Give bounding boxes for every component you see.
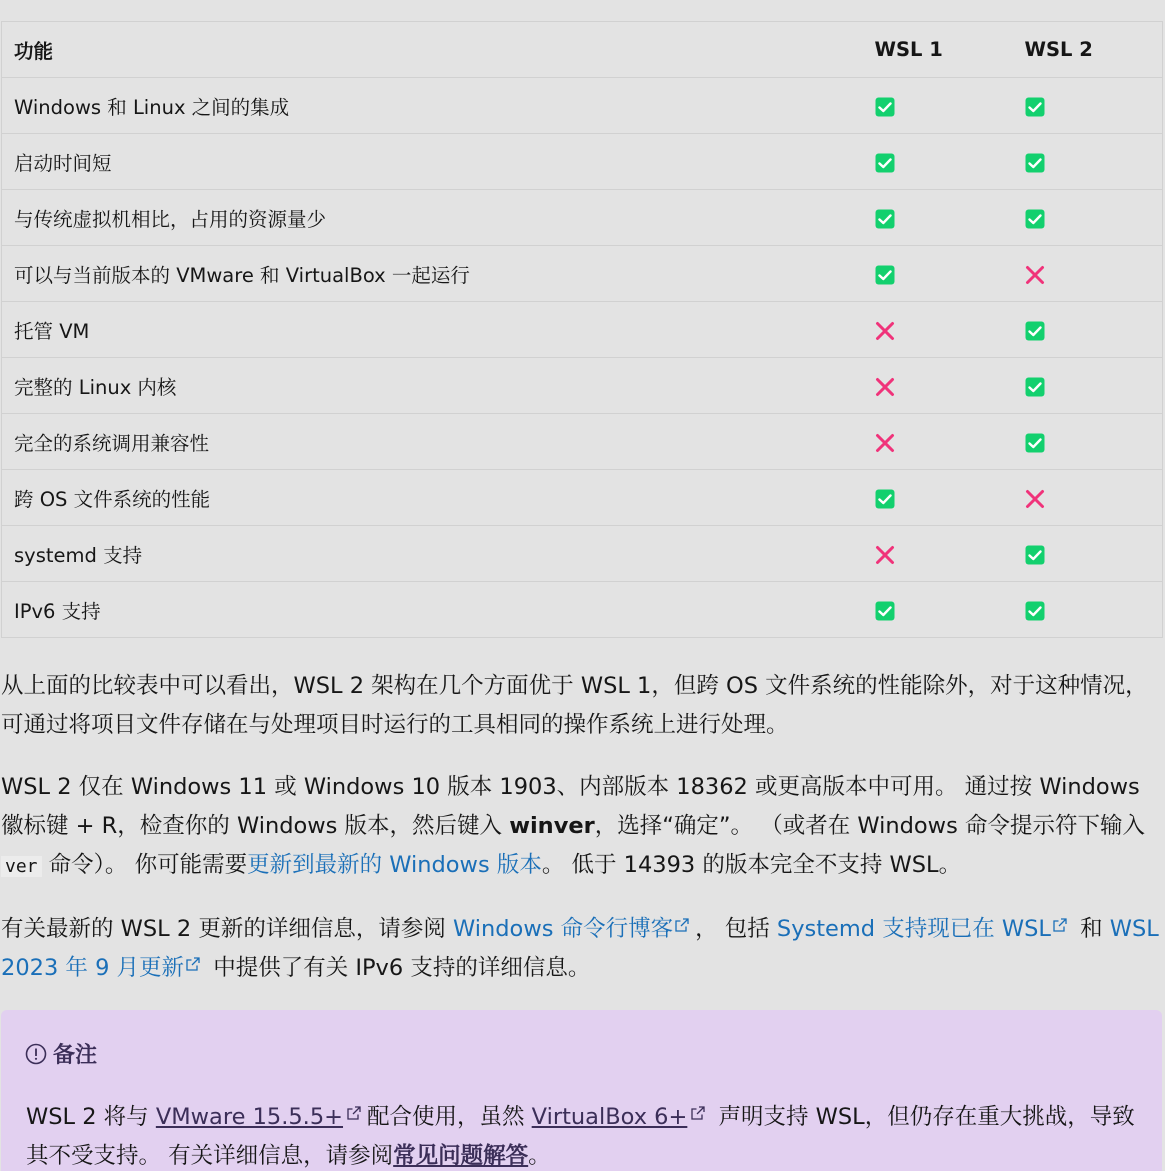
wsl2-support-cell [990,246,1163,302]
feature-cell: 启动时间短 [2,134,840,190]
check-mark-icon [875,265,895,285]
check-mark-icon [1025,545,1045,565]
feature-cell: IPv6 支持 [2,582,840,638]
virtualbox-link[interactable]: VirtualBox 6+ [531,1104,688,1130]
version-text-3: 命令）。 你可能需要 [41,852,248,878]
cross-mark-icon [1025,489,1045,509]
external-link-icon [1053,918,1067,932]
table-row [2,414,1163,470]
external-link-icon [186,957,200,971]
updates-info-paragraph [1,910,1163,988]
note-text-2: 配合使用，虽然 [367,1104,532,1130]
table-row [2,302,1163,358]
table-row [2,134,1163,190]
cross-mark-icon [1025,265,1045,285]
note-title: 备注 [53,1043,98,1068]
cross-mark-icon [875,377,895,397]
updates-text-4: 中提供了有关 IPv6 支持的详细信息。 [206,955,591,981]
check-mark-icon [1025,153,1045,173]
external-link-icon [347,1106,361,1120]
header-feature: 功能 [2,22,840,78]
wsl1-support-cell [840,414,990,470]
feature-cell: 与传统虚拟机相比，占用的资源量少 [2,190,840,246]
feature-cell: 跨 OS 文件系统的性能 [2,470,840,526]
external-link-icon [675,918,689,932]
table-row [2,526,1163,582]
feature-cell: 可以与当前版本的 VMware 和 VirtualBox 一起运行 [2,246,840,302]
winver-command: winver [509,813,595,839]
systemd-support-link[interactable] [777,916,1073,942]
note-text-4: 。 [528,1143,551,1169]
table-row [2,582,1163,638]
info-circle-icon [25,1043,47,1065]
cross-mark-icon [875,433,895,453]
check-mark-icon [875,97,895,117]
wsl2-support-cell [990,526,1163,582]
wsl1-support-cell [840,246,990,302]
updates-text-3: 和 [1072,916,1110,942]
feature-cell: 完整的 Linux 内核 [2,358,840,414]
external-link-icon [691,1106,705,1120]
note-callout [1,1010,1162,1171]
ver-command-code: ver [1,856,42,877]
note-heading [25,1042,97,1070]
feature-cell: 完全的系统调用兼容性 [2,414,840,470]
feature-cell: Windows 和 Linux 之间的集成 [2,78,840,134]
version-requirements-paragraph [1,768,1163,886]
table-row [2,358,1163,414]
wsl2-support-cell [990,302,1163,358]
cross-mark-icon [875,321,895,341]
wsl2-support-cell [990,78,1163,134]
check-mark-icon [875,489,895,509]
check-mark-icon [1025,209,1045,229]
wsl2-support-cell [990,190,1163,246]
feature-cell: systemd 支持 [2,526,840,582]
vmware-link[interactable]: VMware 15.5.5+ [155,1104,344,1130]
check-mark-icon [1025,433,1045,453]
wsl1-support-cell [840,190,990,246]
table-header-row [2,22,1163,78]
note-text-1: WSL 2 将与 [26,1104,156,1130]
summary-text: 从上面的比较表中可以看出，WSL 2 架构在几个方面优于 WSL 1，但跨 OS 文件系统的性能除外，对于这种情况，可通过将项目文件存储在与处理项目时运行的工具相同的操作系统上进行处理。 [1,673,1148,738]
commandline-blog-link-text: Windows 命令行博客 [453,916,674,942]
version-text-1: WSL 2 仅在 Windows 11 或 Windows 10 版本 1903、内部版本 18362 或更高版本中可用。 通过按 Windows 徽标键 + R，检查你的 Windows 版本，然后键入 [1,774,1140,839]
wsl1-support-cell [840,302,990,358]
wsl1-support-cell [840,78,990,134]
comparison-table [1,21,1163,638]
version-text-4: 。 低于 14393 的版本完全不支持 WSL。 [541,852,962,878]
feature-cell: 托管 VM [2,302,840,358]
check-mark-icon [875,209,895,229]
commandline-blog-link[interactable] [453,916,695,942]
check-mark-icon [875,153,895,173]
updates-text-2: ， 包括 [695,916,777,942]
header-wsl1: WSL 1 [840,22,990,78]
check-mark-icon [875,601,895,621]
wsl1-support-cell [840,358,990,414]
check-mark-icon [1025,601,1045,621]
table-body [2,78,1163,638]
systemd-support-link-text: Systemd 支持现已在 WSL [776,916,1051,942]
wsl1-support-cell [840,470,990,526]
table-row [2,470,1163,526]
wsl2-support-cell [990,582,1163,638]
note-body [26,1098,1136,1171]
cross-mark-icon [875,545,895,565]
table-row [2,246,1163,302]
update-windows-link[interactable]: 更新到最新的 Windows 版本 [247,852,542,878]
wsl2-support-cell [990,358,1163,414]
updates-text-1: 有关最新的 WSL 2 更新的详细信息，请参阅 [1,916,453,942]
note-text-3: 声明支持 WSL，但仍存在重大挑战，导致其不受支持。 有关详细信息，请参阅 [26,1104,1135,1169]
check-mark-icon [1025,97,1045,117]
header-wsl2: WSL 2 [990,22,1163,78]
wsl2-support-cell [990,414,1163,470]
table-row [2,190,1163,246]
wsl1-support-cell [840,134,990,190]
wsl1-support-cell [840,582,990,638]
comparison-summary-paragraph [1,667,1163,745]
version-text-2: ，选择“确定”。 （或者在 Windows 命令提示符下输入 [594,813,1145,839]
wsl2-support-cell [990,134,1163,190]
sept-2023-update-link-text: WSL 2023 年 9 月更新 [1,916,1159,981]
wsl2-support-cell [990,470,1163,526]
check-mark-icon [1025,321,1045,341]
table-row [2,78,1163,134]
faq-link[interactable]: 常见问题解答 [393,1143,529,1169]
check-mark-icon [1025,377,1045,397]
wsl1-support-cell [840,526,990,582]
